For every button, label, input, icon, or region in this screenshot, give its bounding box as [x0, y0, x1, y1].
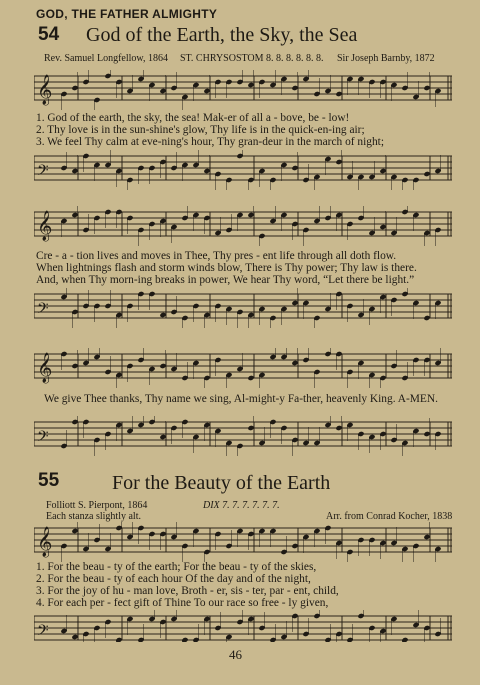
- hymn-54-bass-staff-2: [34, 288, 452, 328]
- hymn-55-arranger: Arr. from Conrad Kocher, 1838: [326, 511, 453, 522]
- hymn-54-bass-staff-3: [34, 416, 452, 456]
- hymn-54-treble-staff-2: [34, 206, 452, 246]
- bass-clef-icon: 𝄢: [37, 622, 49, 642]
- page-number: 46: [229, 647, 242, 662]
- hymn-55-lyric-4: 4. For each per - fect gift of Thine To our race so free - ly given,: [36, 597, 329, 609]
- hymn-54-author: Rev. Samuel Longfellow, 1864: [44, 53, 168, 64]
- treble-clef-icon: 𝄞: [37, 353, 53, 383]
- hymn-54-treble-staff-1: [34, 70, 452, 110]
- bass-clef-icon: 𝄢: [37, 162, 49, 183]
- treble-clef-icon: 𝄞: [37, 527, 53, 557]
- hymn-55-number: 55: [38, 470, 60, 491]
- treble-clef-icon: 𝄞: [37, 211, 53, 241]
- treble-clef-icon: 𝄞: [37, 75, 53, 105]
- hymn-55-lyric-1: 1. For the beau - ty of the earth; For the beau - ty of the skies,: [36, 561, 317, 573]
- section-header: GOD, THE FATHER ALMIGHTY: [36, 7, 218, 21]
- hymn-54-lyric-1-2: 2. Thy love is in the sun-shine's glow, Thy life is in the quick-en-ing air;: [36, 124, 365, 136]
- hymn-54-lyric-2-2: When lightnings flash and storm winds blow, There is Thy power; Thy law is there.: [36, 262, 417, 274]
- hymn-54-treble-staff-3: [34, 348, 452, 388]
- hymn-54-lyric-2-3: And, when Thy morn-ing breaks in power, We hear Thy word, “Let there be light.”: [36, 274, 415, 286]
- hymn-54-lyric-1-1: 1. God of the earth, the sky, the sea! Mak-er of all a - bove, be - low!: [36, 112, 350, 124]
- hymn-55-alteration-note: Each stanza slightly alt.: [46, 511, 141, 522]
- hymn-54-number: 54: [38, 24, 60, 45]
- hymn-55-tune: DIX 7. 7. 7. 7. 7. 7.: [203, 500, 280, 511]
- hymn-55-treble-staff-1: [34, 522, 452, 562]
- hymn-54-lyric-1-3: 3. We feel Thy calm at eve-ning's hour, Thy gran-deur in the march of night;: [36, 136, 384, 148]
- hymn-55-lyric-3: 3. For the joy of hu - man love, Broth - er, sis - ter, par - ent, child,: [36, 585, 339, 597]
- hymn-55-title: For the Beauty of the Earth: [112, 472, 331, 494]
- hymn-55-author: Folliott S. Pierpont, 1864: [46, 500, 148, 511]
- bass-clef-icon: 𝄢: [37, 300, 49, 321]
- hymn-54-lyric-2-1: Cre - a - tion lives and moves in Thee, Thy pres - ent life through all doth flow.: [36, 250, 397, 262]
- bass-clef-icon: 𝄢: [37, 428, 49, 449]
- hymn-54-tune: ST. CHRYSOSTOM 8. 8. 8. 8. 8. 8.: [180, 53, 324, 64]
- hymn-55-bass-staff-1: [34, 610, 452, 642]
- hymn-54-title: God of the Earth, the Sky, the Sea: [86, 24, 358, 46]
- hymn-54-bass-staff-1: [34, 150, 452, 190]
- hymn-55-lyric-2: 2. For the beau - ty of each hour Of the day and of the night,: [36, 573, 311, 585]
- hymn-54-lyric-3-1: We give Thee thanks, Thy name we sing, Al-might-y Fa-ther, heavenly King. A-MEN.: [44, 393, 438, 405]
- hymn-54-composer: Sir Joseph Barnby, 1872: [337, 53, 435, 64]
